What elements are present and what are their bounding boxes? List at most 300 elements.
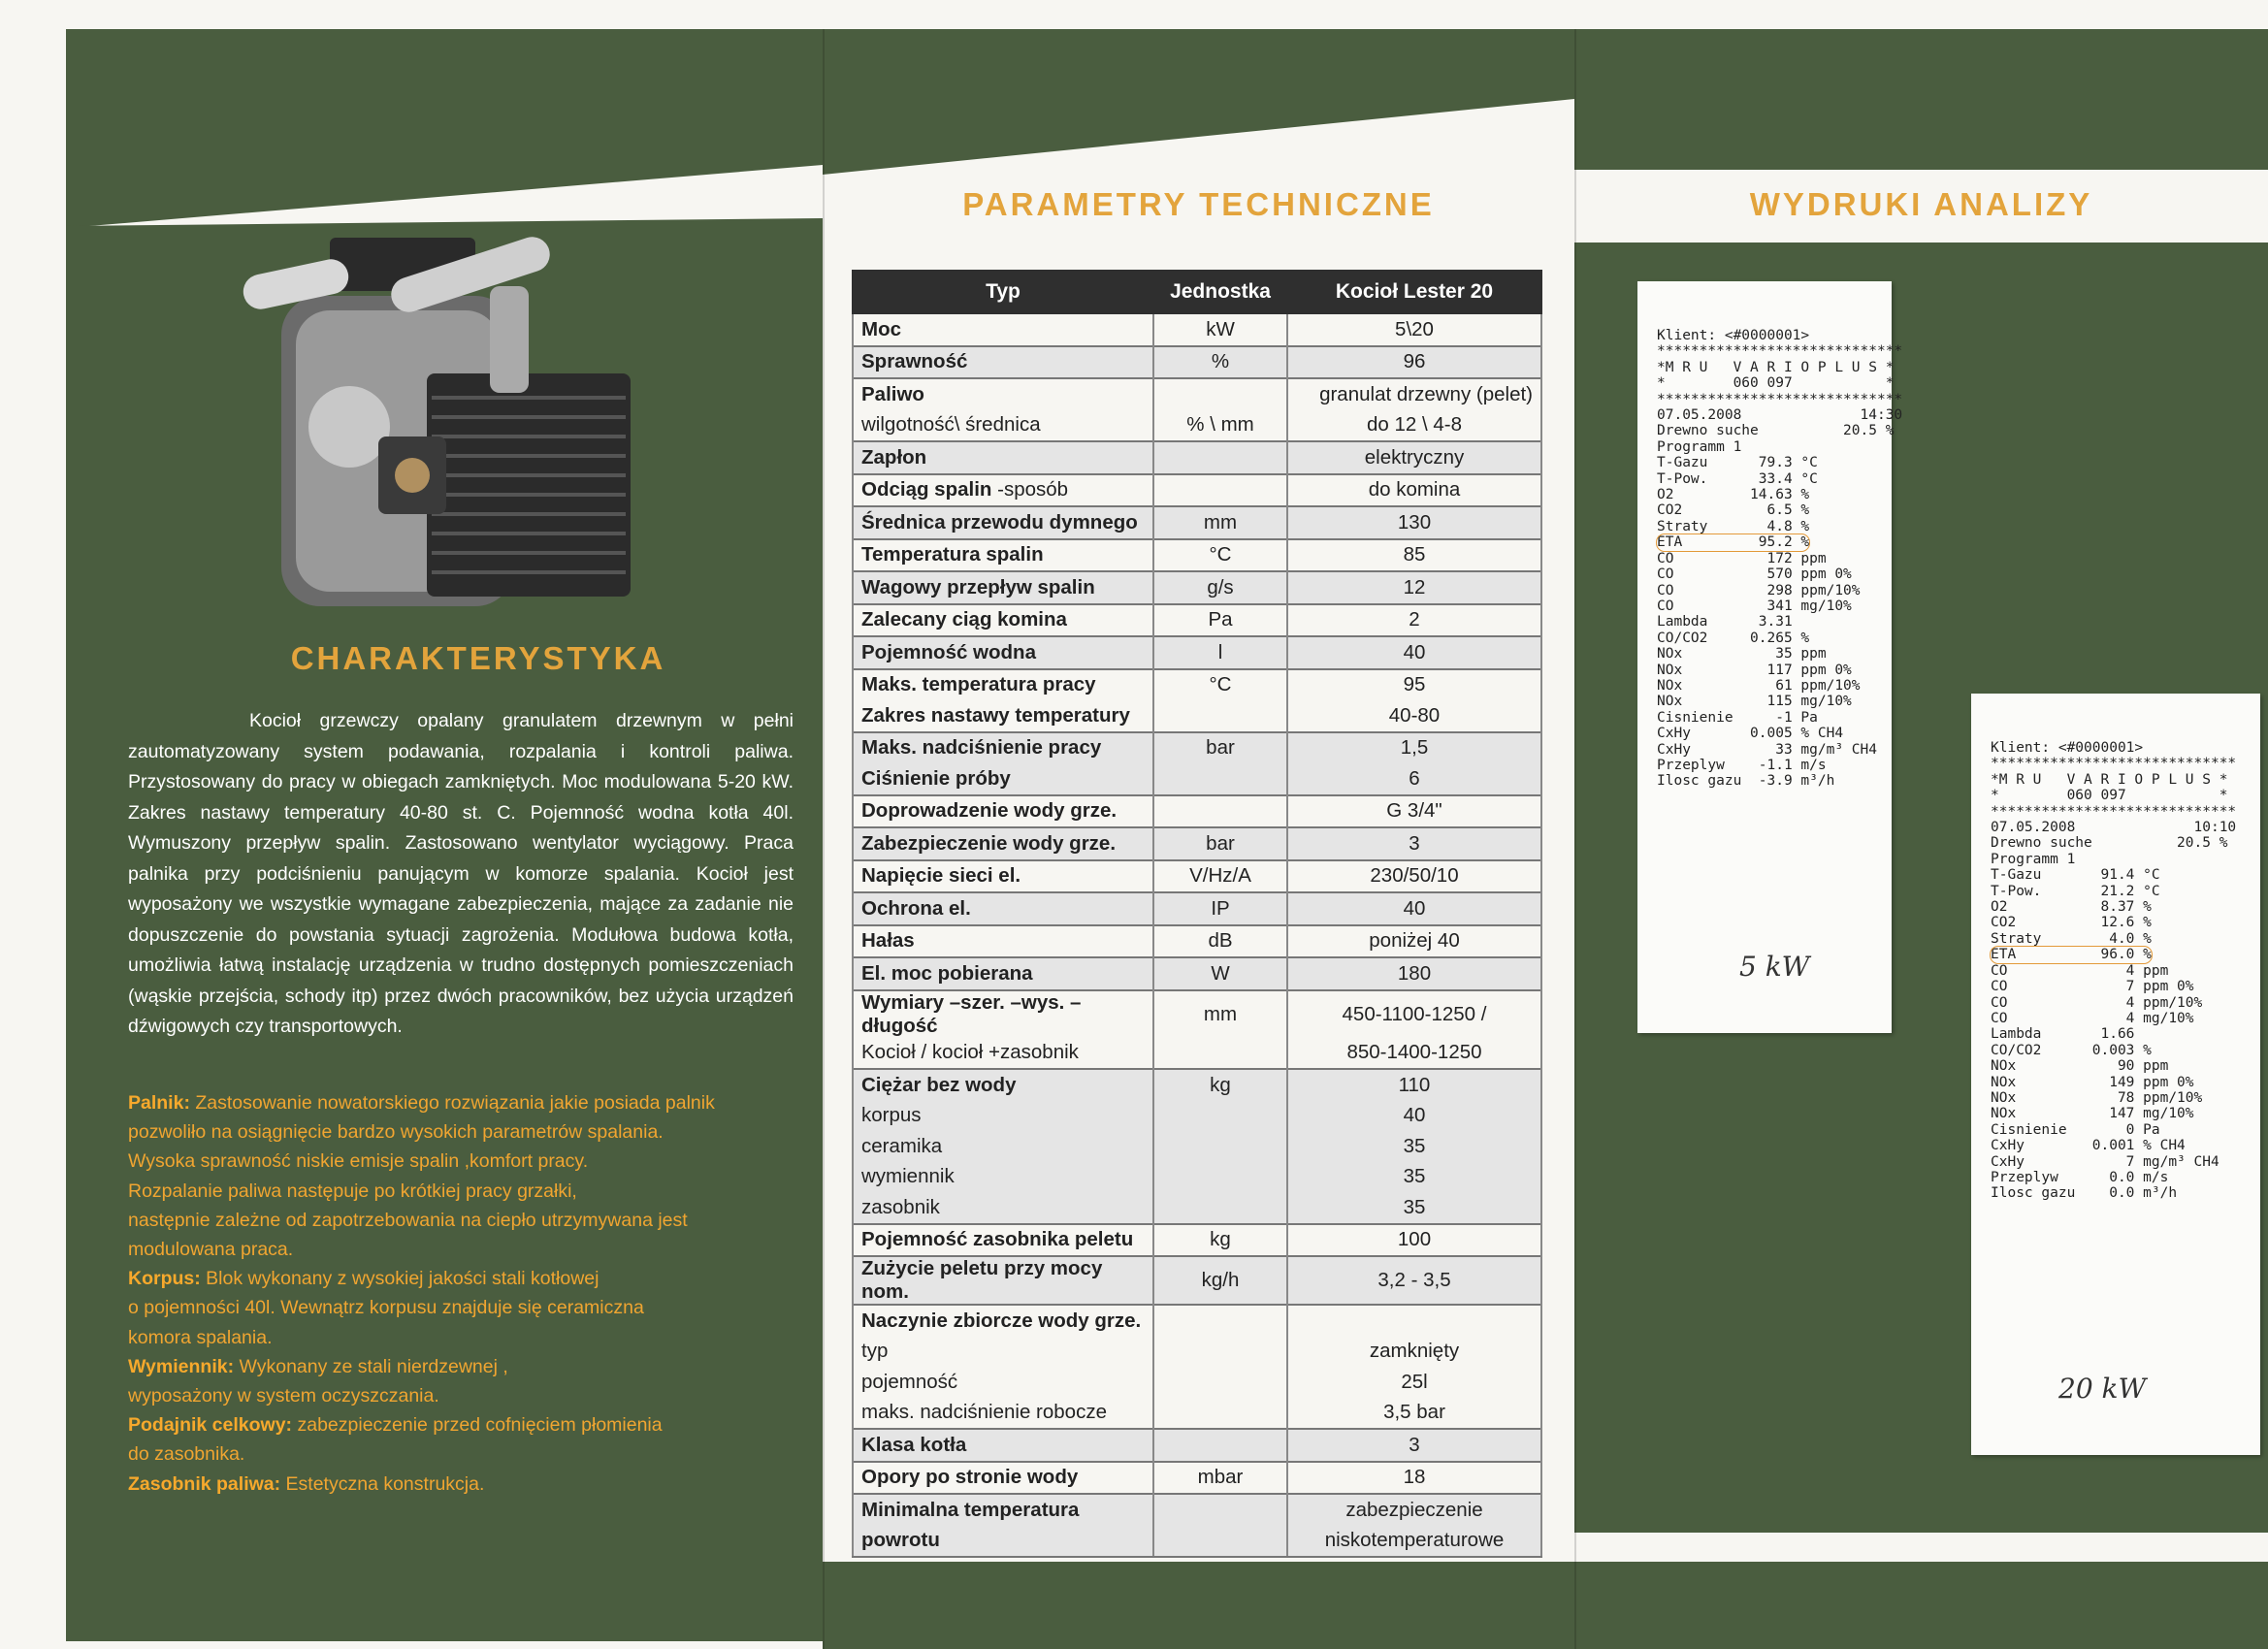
header-typ: Typ <box>853 271 1153 313</box>
table-cell-c2 <box>1153 1398 1287 1430</box>
table-cell-c2 <box>1153 1462 1287 1495</box>
table-cell-c3 <box>1287 1224 1541 1257</box>
cell-text: V/Hz/A <box>1189 864 1251 888</box>
table-row <box>853 1494 1541 1526</box>
table-cell-c3 <box>1287 1337 1541 1368</box>
table-cell-c2 <box>1153 892 1287 925</box>
receipt-line: Lambda 3.31 <box>1657 614 1793 630</box>
table-row <box>853 1224 1541 1257</box>
table-cell-c1 <box>853 1526 1153 1558</box>
table-cell-c1 <box>853 474 1153 507</box>
cell-text: Klasa kotła <box>861 1433 967 1456</box>
receipt-20kw-lines <box>1991 740 2260 1202</box>
receipt-line: CxHy 0.001 % CH4 <box>1991 1138 2186 1154</box>
table-row <box>853 892 1541 925</box>
table-row <box>853 732 1541 764</box>
table-cell-c1 <box>853 860 1153 893</box>
cell-text: 850-1400-1250 <box>1346 1041 1482 1064</box>
cell-text: Pa <box>1208 608 1233 631</box>
cell-text: 3,5 bar <box>1383 1401 1445 1424</box>
table-cell-c1 <box>853 1367 1153 1398</box>
cell-text: 95 <box>1403 673 1426 696</box>
table-cell-c2 <box>1153 1367 1287 1398</box>
table-row <box>853 925 1541 958</box>
cell-text: kg/h <box>1201 1269 1240 1291</box>
receipt-line: NOx 61 ppm/10% <box>1657 677 1861 694</box>
feature-line <box>128 1088 807 1117</box>
cell-text: Pojemność wodna <box>861 640 1036 663</box>
feature-line <box>128 1381 807 1410</box>
table-row <box>853 669 1541 701</box>
table-cell-c1 <box>853 378 1153 410</box>
table-row <box>853 441 1541 474</box>
table-cell-c1 <box>853 1305 1153 1337</box>
table-cell-c1 <box>853 539 1153 572</box>
table-cell-c2 <box>1153 571 1287 604</box>
receipt-line: 07.05.2008 14:30 <box>1657 407 1903 424</box>
header-jednostka: Jednostka <box>1153 271 1287 313</box>
table-cell-c1 <box>853 1256 1153 1305</box>
table-cell-c3 <box>1287 990 1541 1038</box>
feature-line <box>128 1323 807 1352</box>
cell-text: Ochrona el. <box>861 896 971 920</box>
table-cell-c2 <box>1153 795 1287 828</box>
cell-text: Kocioł / kocioł +zasobnik <box>861 1041 1079 1064</box>
cell-text: typ <box>861 1340 889 1363</box>
cell-text: kg <box>1210 1228 1231 1251</box>
feature-text: Rozpalanie paliwa następuje po krótkiej pracy grzałki, <box>128 1180 577 1202</box>
cell-text: 35 <box>1403 1195 1426 1218</box>
table-cell-c3 <box>1287 732 1541 764</box>
cell-text: bar <box>1206 831 1235 855</box>
cell-text: 130 <box>1397 510 1432 534</box>
table-cell-c2 <box>1153 474 1287 507</box>
receipt-line: CxHy 7 mg/m³ CH4 <box>1991 1153 2219 1170</box>
table-row <box>853 506 1541 539</box>
table-cell-c1 <box>853 441 1153 474</box>
fold-line-left <box>823 29 825 1649</box>
table-row <box>853 1069 1541 1101</box>
table-cell-c3 <box>1287 925 1541 958</box>
cell-text: Zalecany ciąg komina <box>861 608 1067 631</box>
table-row <box>853 1131 1541 1162</box>
cell-text: 40 <box>1403 640 1426 663</box>
cell-text: Moc <box>861 317 901 340</box>
receipt-line: Przeplyw 0.0 m/s <box>1991 1169 2169 1185</box>
feature-text: wyposażony w system oczyszczania. <box>128 1385 439 1407</box>
table-cell-c1 <box>853 1494 1153 1526</box>
table-header-row <box>853 271 1541 313</box>
table-cell-c2 <box>1153 1162 1287 1193</box>
table-cell-c2 <box>1153 860 1287 893</box>
receipt-5kw-handwritten-label: 5 kW <box>1739 951 1810 983</box>
table-cell-c2 <box>1153 410 1287 442</box>
table-cell-c1 <box>853 636 1153 669</box>
right-panel-bottom-band <box>1574 1562 2268 1649</box>
table-cell-c2 <box>1153 636 1287 669</box>
table-cell-c1 <box>853 990 1153 1038</box>
table-cell-c1 <box>853 892 1153 925</box>
cell-text: Minimalna temperatura <box>861 1498 1080 1521</box>
cell-text: Paliwo <box>861 382 924 405</box>
cell-text: Naczynie zbiorcze wody grze. <box>861 1309 1142 1332</box>
cell-text: Opory po stronie wody <box>861 1466 1079 1489</box>
feature-label: Palnik: <box>128 1092 190 1114</box>
charakterystyka-heading: CHARAKTERYSTYKA <box>290 640 666 676</box>
receipt-line: CO 4 mg/10% <box>1991 1010 2194 1026</box>
table-row <box>853 1192 1541 1224</box>
cell-text: kW <box>1206 317 1235 340</box>
table-cell-c1 <box>853 1224 1153 1257</box>
table-cell-c3 <box>1287 1305 1541 1337</box>
cell-text: Sprawność <box>861 350 968 373</box>
table-cell-c2 <box>1153 346 1287 379</box>
wydruki-heading: WYDRUKI ANALIZY <box>1749 186 2093 222</box>
table-row <box>853 1398 1541 1430</box>
table-cell-c3 <box>1287 571 1541 604</box>
table-row <box>853 1526 1541 1558</box>
receipt-line: T-Gazu 91.4 °C <box>1991 867 2160 884</box>
cell-text: 40 <box>1403 1104 1426 1127</box>
table-cell-c2 <box>1153 1131 1287 1162</box>
table-cell-c1 <box>853 925 1153 958</box>
table-cell-c1 <box>853 410 1153 442</box>
receipt-line: NOx 147 mg/10% <box>1991 1106 2194 1122</box>
receipt-line: CxHy 0.005 % CH4 <box>1657 726 1844 742</box>
receipt-line: * 060 097 * <box>1657 375 1895 392</box>
receipt-line: * 060 097 * <box>1991 788 2228 804</box>
cell-text: wymiennik <box>861 1165 955 1188</box>
table-cell-c3 <box>1287 539 1541 572</box>
table-cell-c2 <box>1153 1337 1287 1368</box>
table-cell-c3 <box>1287 506 1541 539</box>
table-cell-c2 <box>1153 732 1287 764</box>
table-cell-c3 <box>1287 1429 1541 1462</box>
table-cell-c2 <box>1153 957 1287 990</box>
cell-text: 40-80 <box>1388 703 1441 727</box>
table-row <box>853 1429 1541 1462</box>
table-cell-c1 <box>853 957 1153 990</box>
receipt-line: ***************************** <box>1991 756 2237 772</box>
table-cell-c3 <box>1287 827 1541 860</box>
cell-text: °C <box>1209 543 1232 566</box>
receipt-line: Programm 1 <box>1991 851 2076 867</box>
cell-text: kg <box>1210 1073 1231 1096</box>
table-cell-c2 <box>1153 1224 1287 1257</box>
table-cell-c2 <box>1153 669 1287 701</box>
table-cell-c3 <box>1287 1069 1541 1101</box>
cell-text: niskotemperaturowe <box>1324 1529 1505 1552</box>
table-row <box>853 990 1541 1038</box>
receipt-line: CO 4 ppm <box>1991 962 2169 979</box>
table-cell-c2 <box>1153 506 1287 539</box>
table-row <box>853 313 1541 346</box>
table-cell-c2 <box>1153 990 1287 1038</box>
receipt-line: Przeplyw -1.1 m/s <box>1657 757 1827 773</box>
receipt-5kw-lines <box>1657 328 1903 790</box>
table-cell-c2 <box>1153 441 1287 474</box>
cell-text: El. moc pobierana <box>861 961 1033 985</box>
cell-text: elektryczny <box>1364 445 1465 469</box>
receipt-line: Straty 4.0 % <box>1991 930 2152 947</box>
table-cell-c2 <box>1153 925 1287 958</box>
cell-text: g/s <box>1207 575 1234 598</box>
cell-text: Temperatura spalin <box>861 543 1044 566</box>
table-cell-c3 <box>1287 636 1541 669</box>
table-cell-c3 <box>1287 1367 1541 1398</box>
cell-text: °C <box>1209 673 1232 696</box>
feature-label: Podajnik celkowy: <box>128 1414 293 1437</box>
cell-text: Zabezpieczenie wody grze. <box>861 831 1117 855</box>
cell-text: 3 <box>1409 1433 1420 1456</box>
cell-text: Zakres nastawy temperatury <box>861 703 1130 727</box>
table-cell-c3 <box>1287 1038 1541 1070</box>
receipt-line: CO 7 ppm 0% <box>1991 979 2194 995</box>
feature-text: do zasobnika. <box>128 1443 245 1466</box>
table-cell-c1 <box>853 571 1153 604</box>
table-row <box>853 410 1541 442</box>
receipt-line: Ilosc gazu 0.0 m³/h <box>1991 1185 2178 1202</box>
table-row <box>853 539 1541 572</box>
feature-line <box>128 1470 807 1499</box>
feature-line <box>128 1264 807 1293</box>
cell-text: 2 <box>1409 608 1420 631</box>
cell-text: Hałas <box>861 929 915 953</box>
feature-line <box>128 1117 807 1147</box>
receipt-line: Klient: <#0000001> <box>1991 740 2144 756</box>
receipt-line: Klient: <#0000001> <box>1657 328 1810 343</box>
feature-line <box>128 1293 807 1322</box>
cell-text: dB <box>1208 929 1233 953</box>
table-cell-c2 <box>1153 1192 1287 1224</box>
cell-text: 1,5 <box>1400 736 1429 760</box>
table-cell-c2 <box>1153 700 1287 732</box>
cell-text: 180 <box>1397 961 1432 985</box>
table-cell-c3 <box>1287 604 1541 637</box>
receipt-line: Straty 4.8 % <box>1657 518 1810 534</box>
table-cell-c3 <box>1287 441 1541 474</box>
table-cell-c1 <box>853 1462 1153 1495</box>
feature-line <box>128 1235 807 1264</box>
receipt-line: NOx 78 ppm/10% <box>1991 1089 2203 1106</box>
cell-text: W <box>1211 961 1230 985</box>
table-row <box>853 763 1541 795</box>
table-cell-c3 <box>1287 700 1541 732</box>
table-row <box>853 795 1541 828</box>
feature-line <box>128 1352 807 1381</box>
cell-text: granulat drzewny (pelet) <box>1319 382 1533 405</box>
table-cell-c3 <box>1287 1256 1541 1305</box>
header-model: Kocioł Lester 20 <box>1287 271 1541 313</box>
table-cell-c3 <box>1287 313 1541 346</box>
receipt-line: Drewno suche 20.5 % <box>1657 423 1895 439</box>
feature-text: modulowana praca. <box>128 1239 294 1261</box>
receipt-line: ***************************** <box>1991 803 2237 820</box>
feature-line <box>128 1439 807 1469</box>
table-cell-c1 <box>853 346 1153 379</box>
table-cell-c1 <box>853 1162 1153 1193</box>
table-cell-c3 <box>1287 795 1541 828</box>
cell-text: wilgotność\ średnica <box>861 413 1041 436</box>
feature-text: Estetyczna konstrukcja. <box>280 1472 485 1495</box>
cell-text: Średnica przewodu dymnego <box>861 510 1138 534</box>
table-cell-c1 <box>853 1069 1153 1101</box>
parametry-heading: PARAMETRY TECHNICZNE <box>962 186 1435 222</box>
table-cell-c3 <box>1287 860 1541 893</box>
cell-text: % \ mm <box>1186 413 1254 436</box>
feature-text: komora spalania. <box>128 1326 273 1348</box>
feature-text: pozwoliło na osiągnięcie bardzo wysokich parametrów spalania. <box>128 1121 664 1144</box>
cell-text: 12 <box>1403 575 1426 598</box>
cell-text: Pojemność zasobnika peletu <box>861 1228 1134 1251</box>
receipt-line: CO2 12.6 % <box>1991 915 2152 931</box>
feature-text: Blok wykonany z wysokiej jakości stali kotłowej <box>200 1268 599 1290</box>
table-row <box>853 604 1541 637</box>
cell-text: 40 <box>1403 896 1426 920</box>
receipt-line: T-Gazu 79.3 °C <box>1657 455 1818 471</box>
analysis-receipt-5kw <box>1637 281 1903 1033</box>
charakterystyka-paragraph: Kocioł grzewczy opalany granulatem drzewnym w pełni zautomatyzowany system podawania, rozpalania i kontroli paliwa. Przystosowany do pracy w obiegach zamkniętych. Moc modulowana 5-20 kW. Zakres nastawy temperatury 40-80 st. C. Pojemność wodna kotła 40l. Wymuszony przepływ spalin. Zastosowano wentylator wyciągowy. Praca palnika przy podciśnieniu panującym w komorze spalania. Kocioł jest wyposażony we wszystkie wymagane zabezpieczenia, mające za zadanie nie dopuszczenie do powstania sytuacji zagrożenia. Modułowa budowa kotła, umożliwia łatwą instalację urządzenia w trudno dostępnych pomieszczeniach (wąskie przejścia, schody itp) przez dwóch pracowników, bez użycia urządzeń dźwigowych czy transportowych. <box>128 710 794 1037</box>
cell-text: zamknięty <box>1369 1340 1460 1363</box>
table-cell-c1 <box>853 313 1153 346</box>
table-cell-c1 <box>853 827 1153 860</box>
table-cell-c1 <box>853 763 1153 795</box>
receipt-line: Ilosc gazu -3.9 m³/h <box>1657 773 1835 790</box>
cell-text: G 3/4" <box>1386 799 1442 823</box>
table-cell-c2 <box>1153 539 1287 572</box>
table-row <box>853 957 1541 990</box>
table-cell-c1 <box>853 700 1153 732</box>
receipt-line: T-Pow. 21.2 °C <box>1991 883 2160 899</box>
cell-text: mm <box>1203 510 1238 534</box>
table-cell-c1 <box>853 604 1153 637</box>
feature-text: Wysoka sprawność niskie emisje spalin ,komfort pracy. <box>128 1150 589 1173</box>
analysis-receipt-20kw <box>1971 694 2260 1455</box>
receipt-line: CO 4 ppm/10% <box>1991 994 2203 1011</box>
receipt-line: Lambda 1.66 <box>1991 1026 2135 1043</box>
receipt-line: T-Pow. 33.4 °C <box>1657 470 1818 487</box>
cell-text: Maks. temperatura pracy <box>861 673 1096 696</box>
receipt-line: ETA 96.0 % <box>1991 947 2152 963</box>
receipt-line: CO 172 ppm <box>1657 550 1827 566</box>
cell-text: Maks. nadciśnienie pracy <box>861 736 1102 760</box>
feature-line <box>128 1177 807 1206</box>
table-cell-c1 <box>853 506 1153 539</box>
cell-text: 230/50/10 <box>1370 864 1459 888</box>
receipt-line: O2 14.63 % <box>1657 487 1810 503</box>
cell-text: bar <box>1206 736 1235 760</box>
feature-text: następnie zależne od zapotrzebowania na ciepło utrzymywana jest <box>128 1209 688 1231</box>
table-row <box>853 378 1541 410</box>
table-cell-c3 <box>1287 1462 1541 1495</box>
table-cell-c1 <box>853 669 1153 701</box>
feature-label: Zasobnik paliwa: <box>128 1472 281 1495</box>
table-cell-c3 <box>1287 378 1541 410</box>
table-cell-c2 <box>1153 1038 1287 1070</box>
receipt-line: ***************************** <box>1657 391 1903 407</box>
receipt-line: ***************************** <box>1657 343 1903 360</box>
cell-text: 35 <box>1403 1134 1426 1157</box>
feature-line <box>128 1206 807 1235</box>
table-cell-c1 <box>853 1192 1153 1224</box>
table-row <box>853 346 1541 379</box>
cell-text: Wagowy przepływ spalin <box>861 575 1095 598</box>
table-cell-c3 <box>1287 1162 1541 1193</box>
receipt-line: 07.05.2008 10:10 <box>1991 820 2237 836</box>
receipt-line: Programm 1 <box>1657 438 1742 455</box>
receipt-line: Cisnienie -1 Pa <box>1657 709 1818 726</box>
fold-line-right <box>1574 29 1576 1649</box>
table-cell-c2 <box>1153 763 1287 795</box>
table-cell-c1 <box>853 1337 1153 1368</box>
cell-text: Wymiary –szer. –wys. – długość <box>861 990 1082 1037</box>
table-row <box>853 860 1541 893</box>
feature-text: zabezpieczenie przed cofnięciem płomienia <box>292 1414 663 1437</box>
table-row <box>853 474 1541 507</box>
cell-text: powrotu <box>861 1529 940 1552</box>
table-cell-c3 <box>1287 1192 1541 1224</box>
table-row <box>853 1101 1541 1132</box>
table-cell-c2 <box>1153 1069 1287 1101</box>
cell-text: 450-1100-1250 / <box>1342 1002 1487 1025</box>
cell-text: 3 <box>1409 831 1420 855</box>
cell-text: 18 <box>1403 1466 1426 1489</box>
middle-panel-top-band <box>823 29 1574 175</box>
cell-text: Doprowadzenie wody grze. <box>861 799 1118 823</box>
cell-text: 6 <box>1409 766 1420 790</box>
feature-text: Zastosowanie nowatorskiego rozwiązania jakie posiada palnik <box>189 1092 715 1114</box>
cell-text: mm <box>1203 1002 1238 1025</box>
table-cell-c2 <box>1153 827 1287 860</box>
table-cell-c3 <box>1287 957 1541 990</box>
cell-text: zabezpieczenie <box>1345 1498 1483 1521</box>
table-cell-c1 <box>853 1101 1153 1132</box>
receipt-line: O2 8.37 % <box>1991 899 2152 916</box>
cell-text: maks. nadciśnienie robocze <box>861 1401 1107 1424</box>
table-cell-c1 <box>853 1398 1153 1430</box>
middle-panel-bottom-band <box>823 1562 1574 1649</box>
table-row <box>853 1462 1541 1495</box>
table-cell-c2 <box>1153 1256 1287 1305</box>
table-cell-c2 <box>1153 604 1287 637</box>
table-row <box>853 827 1541 860</box>
feature-text: o pojemności 40l. Wewnątrz korpusu znajduje się ceramiczna <box>128 1297 644 1319</box>
receipt-line: NOx 115 mg/10% <box>1657 694 1852 710</box>
cell-text: do komina <box>1368 478 1461 501</box>
cell-text: 5\20 <box>1395 317 1434 340</box>
cell-text: 96 <box>1403 350 1426 373</box>
receipt-line: CxHy 33 mg/m³ CH4 <box>1657 741 1877 758</box>
cell-text: 100 <box>1397 1228 1432 1251</box>
boiler-burner-image <box>243 228 669 626</box>
cell-text: pojemność <box>861 1370 958 1393</box>
feature-label: Korpus: <box>128 1268 201 1290</box>
cell-text: % <box>1211 350 1230 373</box>
receipt-line: CO 570 ppm 0% <box>1657 566 1852 583</box>
receipt-line: *M R U V A R I O P L U S * <box>1991 771 2228 788</box>
receipt-line: *M R U V A R I O P L U S * <box>1657 359 1895 375</box>
parameters-table <box>852 270 1542 1558</box>
feature-text: Wykonany ze stali nierdzewnej , <box>234 1355 508 1377</box>
receipt-line: Drewno suche 20.5 % <box>1991 835 2228 852</box>
table-cell-c3 <box>1287 763 1541 795</box>
table-cell-c2 <box>1153 1494 1287 1526</box>
receipt-line: CO 298 ppm/10% <box>1657 582 1861 598</box>
table-row <box>853 700 1541 732</box>
cell-text: 110 <box>1398 1073 1431 1096</box>
table-cell-c1 <box>853 1038 1153 1070</box>
cell-text: ceramika <box>861 1134 943 1157</box>
